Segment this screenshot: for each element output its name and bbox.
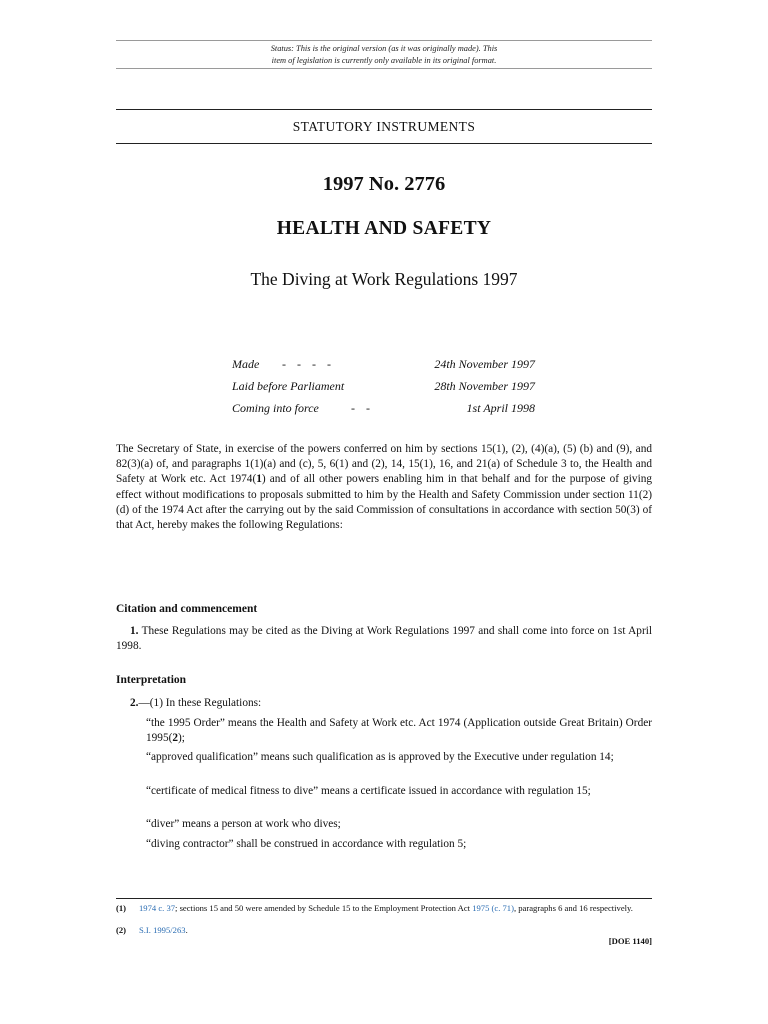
definition-diver: “diver” means a person at work who dives; (146, 818, 341, 830)
footnote-1-number: (1) (116, 903, 127, 913)
citation-heading: Citation and commencement (116, 603, 258, 615)
preamble-text-2: ) and of all other powers enabling him in that behalf and for the purpose of giving effect without modifications to proposals submitted to him by the Health and Safety Commission under section 11(2)(d) of the 1974 Act after the carrying out by the said Commission of consultations in accordance with section 50(3) of that Act, hereby makes the following Regulations: (116, 473, 653, 532)
date-label-laid: Laid before Parliament (232, 379, 345, 393)
regulation-1-number: 1. (130, 625, 139, 637)
subject-heading: HEALTH AND SAFETY (276, 218, 492, 239)
document-title: The Diving at Work Regulations 1997 (250, 269, 518, 289)
date-dashes-made: - - - - (282, 357, 331, 371)
interpretation-heading: Interpretation (116, 674, 187, 686)
footnote-ref-1[interactable]: 1 (256, 473, 262, 486)
regulation-2-intro (130, 696, 261, 711)
date-value-laid: 28th November 1997 (434, 379, 535, 393)
status-line-2: item of legislation is currently only available in its original format. (271, 55, 497, 65)
footnote-2-link-si[interactable]: S.I. 1995/263 (139, 925, 186, 935)
date-label-made: Made (232, 357, 260, 371)
preamble-paragraph (116, 442, 652, 533)
footnote-ref-2[interactable]: 2 (172, 732, 179, 745)
footnote-rule (116, 898, 652, 899)
date-label-in-force: Coming into force (232, 401, 319, 415)
footnote-1-link-1974[interactable]: 1974 c. 37 (139, 903, 176, 913)
series-bottom-rule (116, 143, 652, 144)
series-top-rule (116, 109, 652, 110)
status-line-1: Status: This is the original version (as it was originally made). This (270, 44, 498, 53)
footnote-1 (139, 903, 652, 914)
definition-1995-order-text: “the 1995 Order” means the Health and Safety at Work etc. Act 1974 (Application outside Great Britain) Order 1995( (146, 717, 652, 745)
department-reference: [DOE 1140] (608, 936, 652, 946)
footnote-1-link-1975[interactable]: 1975 (c. 71) (472, 903, 514, 913)
regulation-1-text: These Regulations may be cited as the Diving at Work Regulations 1997 and shall come into force on 1st April 1998. (116, 625, 652, 653)
footnote-2 (139, 925, 652, 936)
date-dashes-in-force: - - (351, 401, 370, 415)
preamble-text-1: The Secretary of State, in exercise of the powers conferred on him by sections 15(1), (2), (4)(a), (5) (b) and (9), and 82(3)(a) of, and paragraphs 1(1)(a) and (c), 5, 6(1) and (2), 14, 15(1), 16, and 21(a) of Schedule 3 to, the Health and Safety at Work etc. Act 1974( (116, 443, 652, 486)
footnote-1-text-2: , paragraphs 6 and 16 respectively. (513, 903, 633, 913)
definition-diving-contractor: “diving contractor” shall be construed in accordance with regulation 5; (146, 838, 467, 850)
regulation-2-intro-text: —(1) In these Regulations: (138, 697, 262, 709)
definition-1995-order (146, 716, 652, 746)
footnote-1-text-1: ; sections 15 and 50 were amended by Schedule 15 to the Employment Protection Act (175, 903, 473, 913)
series-heading: STATUTORY INSTRUMENTS (292, 119, 476, 134)
status-top-rule (116, 40, 652, 41)
si-number: 1997 No. 2776 (322, 173, 446, 195)
regulation-1 (116, 624, 652, 654)
definition-medical-certificate: “certificate of medical fitness to dive” means a certificate issued in accordance with regulation 15; (146, 785, 591, 797)
date-value-made: 24th November 1997 (434, 357, 535, 371)
definition-1995-order-end: ); (178, 732, 185, 745)
footnote-2-number: (2) (116, 925, 127, 935)
date-value-in-force: 1st April 1998 (466, 401, 535, 415)
status-bottom-rule (116, 68, 652, 69)
regulation-2-number: 2. (130, 697, 139, 709)
status-notice (116, 43, 652, 66)
definition-approved-qualification: “approved qualification” means such qualification as is approved by the Executive under regulation 14; (146, 751, 614, 763)
footnote-2-text: . (185, 925, 188, 935)
